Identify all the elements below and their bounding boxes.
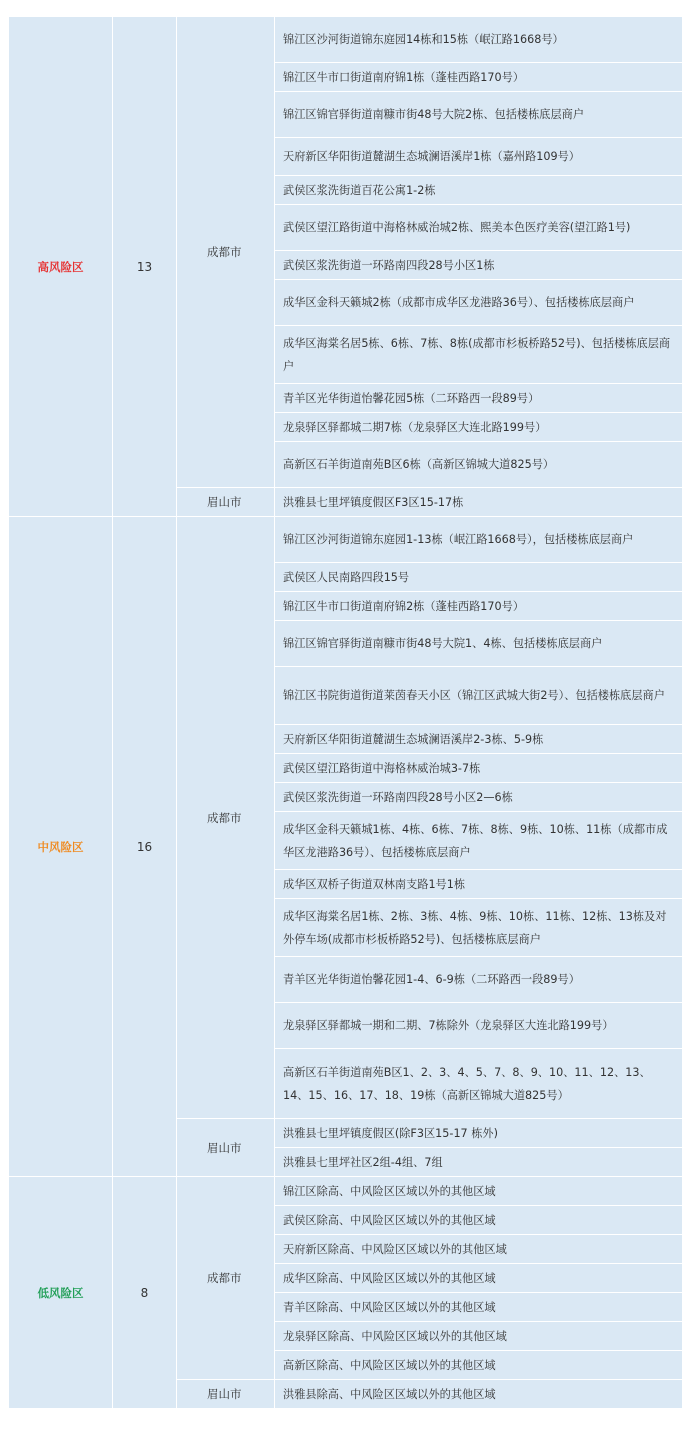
address-cell: 洪雅县七里坪社区2组-4组、7组 [275, 1148, 683, 1177]
address-cell: 武侯区望江路街道中海格林威治城2栋、熙美本色医疗美容(望江路1号) [275, 205, 683, 251]
address-cell: 成华区金科天籁城1栋、4栋、6栋、7栋、8栋、9栋、10栋、11栋（成都市成华区龙港路36号）、包括楼栋底层商户 [275, 812, 683, 870]
risk-area-table-body [9, 17, 683, 1409]
address-cell: 武侯区除高、中风险区区域以外的其他区域 [275, 1206, 683, 1235]
address-cell: 武侯区望江路街道中海格林威治城3-7栋 [275, 754, 683, 783]
city-name: 成都市 [177, 1177, 275, 1380]
address-cell: 锦江区锦官驿街道南糠市街48号大院2栋、包括楼栋底层商户 [275, 92, 683, 138]
address-cell: 青羊区光华街道怡馨花园5栋（二环路西一段89号） [275, 384, 683, 413]
address-cell: 武侯区浆洗街道一环路南四段28号小区1栋 [275, 251, 683, 280]
address-cell: 锦江区锦官驿街道南糠市街48号大院1、4栋、包括楼栋底层商户 [275, 621, 683, 667]
address-cell: 青羊区光华街道怡馨花园1-4、6-9栋（二环路西一段89号） [275, 957, 683, 1003]
address-cell: 成华区海棠名居1栋、2栋、3栋、4栋、9栋、10栋、11栋、12栋、13栋及对外停车场(成都市杉板桥路52号)、包括楼栋底层商户 [275, 899, 683, 957]
city-name: 眉山市 [177, 1119, 275, 1177]
address-cell: 天府新区华阳街道麓湖生态城澜语溪岸2-3栋、5-9栋 [275, 725, 683, 754]
address-cell: 锦江区书院街道街道莱茵春天小区（锦江区武城大街2号）、包括楼栋底层商户 [275, 667, 683, 725]
address-cell: 天府新区除高、中风险区区域以外的其他区域 [275, 1235, 683, 1264]
address-cell: 成华区金科天籁城2栋（成都市成华区龙港路36号）、包括楼栋底层商户 [275, 280, 683, 326]
risk-level-label: 低风险区 [9, 1177, 113, 1409]
area-count: 16 [113, 517, 177, 1177]
address-cell: 锦江区沙河街道锦东庭园14栋和15栋（岷江路1668号） [275, 17, 683, 63]
address-cell: 成华区除高、中风险区区域以外的其他区域 [275, 1264, 683, 1293]
city-name: 成都市 [177, 17, 275, 488]
table-row [9, 17, 683, 63]
risk-level-label: 中风险区 [9, 517, 113, 1177]
address-cell: 武侯区浆洗街道一环路南四段28号小区2—6栋 [275, 783, 683, 812]
risk-level-label: 高风险区 [9, 17, 113, 517]
address-cell: 青羊区除高、中风险区区域以外的其他区域 [275, 1293, 683, 1322]
city-name: 成都市 [177, 517, 275, 1119]
address-cell: 成华区海棠名居5栋、6栋、7栋、8栋(成都市杉板桥路52号)、包括楼栋底层商户 [275, 326, 683, 384]
area-count: 13 [113, 17, 177, 517]
risk-area-table [8, 16, 683, 1409]
address-cell: 洪雅县七里坪镇度假区F3区15-17栋 [275, 488, 683, 517]
table-row [9, 1177, 683, 1206]
address-cell: 龙泉驿区除高、中风险区区域以外的其他区域 [275, 1322, 683, 1351]
address-cell: 洪雅县七里坪镇度假区(除F3区15-17 栋外) [275, 1119, 683, 1148]
address-cell: 武侯区人民南路四段15号 [275, 563, 683, 592]
city-name: 眉山市 [177, 1380, 275, 1409]
table-row [9, 517, 683, 563]
address-cell: 龙泉驿区驿都城二期7栋（龙泉驿区大连北路199号） [275, 413, 683, 442]
address-cell: 锦江区牛市口街道南府锦1栋（蓬桂西路170号） [275, 63, 683, 92]
address-cell: 洪雅县除高、中风险区区域以外的其他区域 [275, 1380, 683, 1409]
address-cell: 高新区石羊街道南苑B区1、2、3、4、5、7、8、9、10、11、12、13、14、15、16、17、18、19栋（高新区锦城大道825号） [275, 1049, 683, 1119]
address-cell: 龙泉驿区驿都城一期和二期、7栋除外（龙泉驿区大连北路199号） [275, 1003, 683, 1049]
address-cell: 成华区双桥子街道双林南支路1号1栋 [275, 870, 683, 899]
address-cell: 天府新区华阳街道麓湖生态城澜语溪岸1栋（嘉州路109号） [275, 138, 683, 176]
address-cell: 武侯区浆洗街道百花公寓1-2栋 [275, 176, 683, 205]
address-cell: 锦江区除高、中风险区区域以外的其他区域 [275, 1177, 683, 1206]
city-name: 眉山市 [177, 488, 275, 517]
address-cell: 高新区除高、中风险区区域以外的其他区域 [275, 1351, 683, 1380]
address-cell: 锦江区牛市口街道南府锦2栋（蓬桂西路170号） [275, 592, 683, 621]
area-count: 8 [113, 1177, 177, 1409]
address-cell: 锦江区沙河街道锦东庭园1-13栋（岷江路1668号），包括楼栋底层商户 [275, 517, 683, 563]
address-cell: 高新区石羊街道南苑B区6栋（高新区锦城大道825号） [275, 442, 683, 488]
